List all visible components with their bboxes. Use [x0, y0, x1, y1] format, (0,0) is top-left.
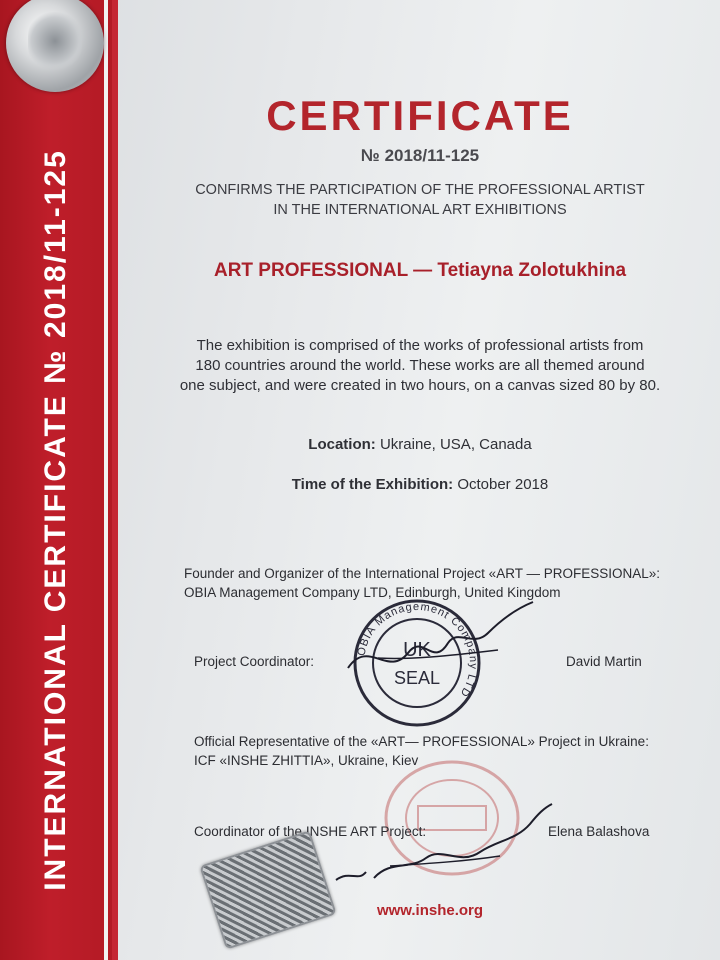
- project-coordinator-name: David Martin: [566, 654, 642, 669]
- artist-name: ART PROFESSIONAL — Tetiayna Zolotukhina: [213, 260, 627, 281]
- website-link[interactable]: www.inshe.org: [376, 902, 484, 919]
- location-label: Location:: [308, 436, 376, 453]
- description-line-3: one subject, and were created in two hours, on a canvas sized 80 by 80.: [179, 377, 661, 394]
- inshe-coordinator-name: Elena Balashova: [548, 824, 650, 839]
- representative-line-2: ICF «INSHE ZHITTIA», Ukraine, Kiev: [194, 753, 419, 768]
- coordinator-signature: [338, 598, 538, 688]
- representative-line-1: Official Representative of the «ART— PROFESSIONAL» Project in Ukraine:: [194, 734, 649, 749]
- seal-ring-text: OBIA Management Company LTD: [355, 600, 480, 700]
- confirms-statement: [150, 180, 690, 220]
- time-value: October 2018: [453, 476, 549, 493]
- description-line-1: The exhibition is comprised of the works of professional artists from: [196, 337, 644, 354]
- side-band-stripe: [104, 0, 108, 960]
- certificate-title: CERTIFICATE: [266, 92, 574, 139]
- side-band-edge: [112, 0, 118, 960]
- location-row: [150, 436, 690, 453]
- founder-line-2: OBIA Management Company LTD, Edinburgh, United Kingdom: [184, 585, 561, 600]
- certificate-number: № 2018/11-125: [360, 146, 480, 165]
- description-line-2: 180 countries around the world. These works are all themed around: [195, 357, 645, 374]
- confirms-line-1: CONFIRMS THE PARTICIPATION OF THE PROFESSIONAL ARTIST: [195, 182, 645, 198]
- exhibition-time-row: [150, 476, 690, 493]
- inshe-coordinator-label: Coordinator of the INSHE ART Project:: [194, 824, 427, 839]
- founder-block: [184, 564, 660, 602]
- inshe-signature: [330, 800, 560, 890]
- time-label: Time of the Exhibition:: [291, 476, 454, 493]
- exhibition-description: [150, 336, 690, 396]
- vertical-certificate-label: INTERNATIONAL CERTIFICATE № 2018/11-125: [39, 149, 72, 891]
- confirms-line-2: IN THE INTERNATIONAL ART EXHIBITIONS: [273, 202, 567, 218]
- project-coordinator-label: Project Coordinator:: [194, 654, 315, 669]
- seal-center-bottom: SEAL: [393, 668, 441, 688]
- location-value: Ukraine, USA, Canada: [375, 436, 532, 453]
- founder-line-1: Founder and Organizer of the International Project «ART — PROFESSIONAL»:: [184, 566, 660, 581]
- seal-center-top: UK: [403, 639, 431, 661]
